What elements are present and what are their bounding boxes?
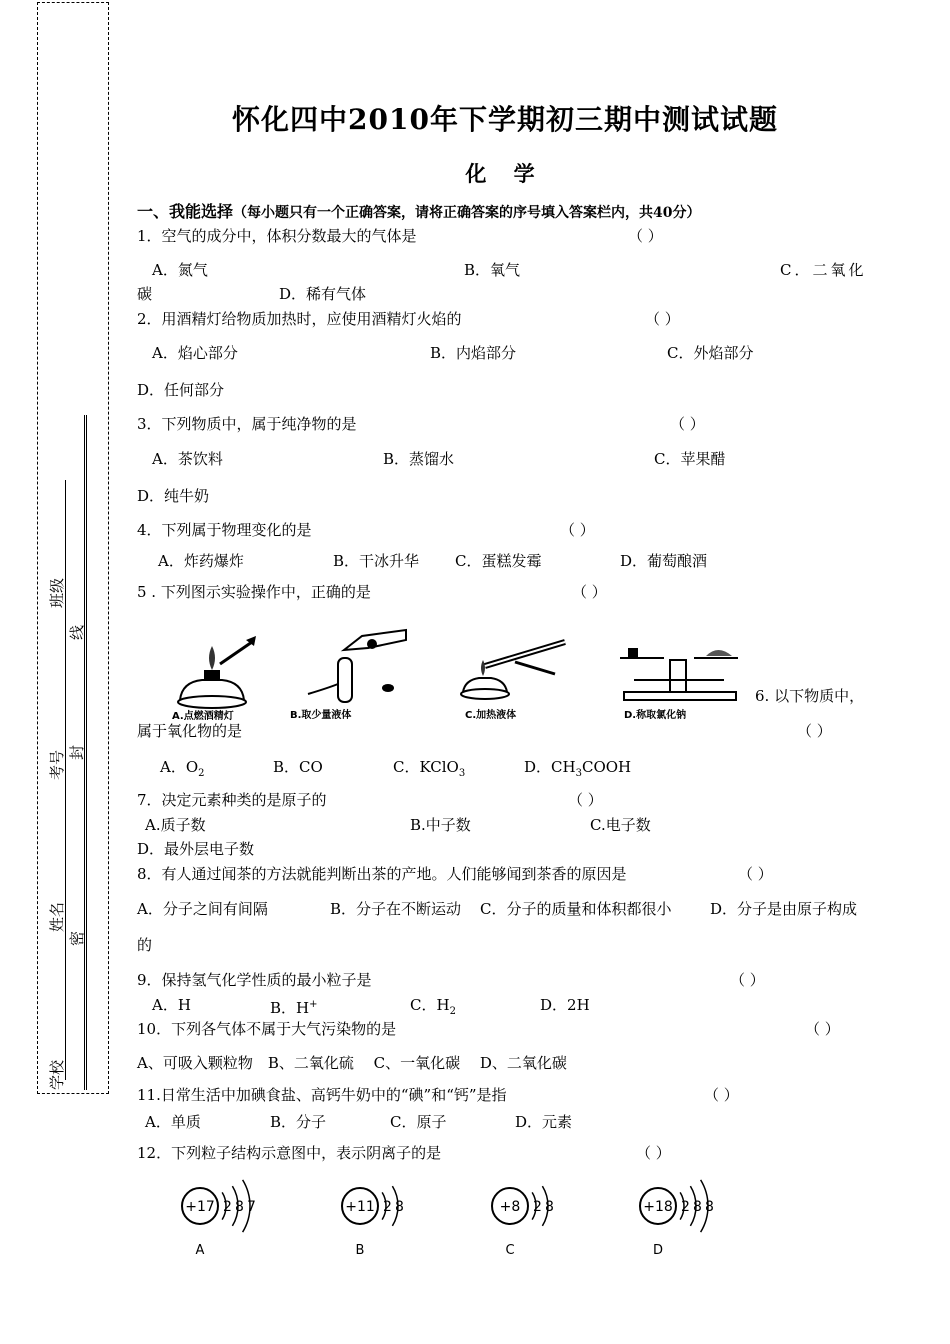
atom-shell-electrons: 8	[545, 1199, 554, 1215]
margin-feng-label: 封	[68, 744, 86, 760]
atom-shell-electrons: 7	[247, 1199, 256, 1215]
margin-exam-no-label: 考号	[48, 749, 66, 780]
q3-option-d: D．纯牛奶	[137, 487, 210, 505]
q11-option-d: D．元素	[515, 1113, 573, 1131]
q3-blank: （ ）	[670, 415, 705, 433]
q1-option-a: A．氮气	[152, 261, 208, 279]
q3-option-b: B．蒸馏水	[383, 450, 455, 468]
q12-stem: 12．下列粒子结构示意图中，表示阴离子的是	[137, 1144, 442, 1162]
q3-stem: 3．下列物质中，属于纯净物的是	[137, 415, 357, 433]
q9-stem: 9．保持氢气化学性质的最小粒子是	[137, 971, 372, 989]
q11-stem: 11.日常生活中加碘食盐、高钙牛奶中的“碘”和“钙”是指	[137, 1086, 507, 1104]
q1-option-b: B．氧气	[464, 261, 521, 279]
atom-label: D	[652, 1243, 664, 1258]
section-heading	[137, 202, 701, 223]
atom-diagram-d	[640, 1180, 714, 1258]
q5-caption-c: C.加热液体	[465, 710, 517, 721]
section-note: （每小题只有一个正确答案，请将正确答案的序号填入答案栏内，共40分）	[233, 205, 701, 221]
atom-shell-electrons: 2	[681, 1199, 690, 1215]
q3-option-a: A．茶饮料	[152, 450, 223, 468]
q9-blank: （ ）	[730, 971, 765, 989]
q1-stem: 1．空气的成分中，体积分数最大的气体是	[137, 227, 417, 245]
q11-option-b: B．分子	[270, 1113, 327, 1131]
q4-option-a: A．炸药爆炸	[158, 552, 244, 570]
atom-shell-electrons: 8	[693, 1199, 702, 1215]
q10-stem: 10．下列各气体不属于大气污染物的是	[137, 1020, 397, 1038]
q5-stem: 5 . 下列图示实验操作中，正确的是	[137, 583, 371, 601]
q5-figure-d-balance	[614, 636, 744, 722]
q11-option-c: C．原子	[390, 1113, 447, 1131]
atom-shell-electrons: 2	[383, 1199, 392, 1215]
atom-shell-electrons: 8	[235, 1199, 244, 1215]
q7-option-a: A.质子数	[145, 816, 206, 834]
q2-option-b: B．内焰部分	[430, 344, 517, 362]
q6-option-c: C．KClO$_3$	[393, 758, 466, 779]
section-title: 一、我能选择	[137, 202, 234, 221]
atom-nucleus-charge: +11	[345, 1199, 375, 1215]
q9-option-d: D．2H	[540, 996, 590, 1014]
q4-stem: 4．下列属于物理变化的是	[137, 521, 312, 539]
q5-caption-a: A.点燃酒精灯	[172, 711, 234, 722]
q1-option-c: C．二氧化	[780, 261, 867, 279]
atom-diagram-c	[492, 1186, 554, 1258]
atom-shell-electrons: 2	[223, 1199, 232, 1215]
atom-shell-electrons: 8	[395, 1199, 404, 1215]
margin-mi-label: 密	[68, 930, 86, 946]
q5-blank: （ ）	[572, 583, 607, 601]
q7-option-b: B.中子数	[410, 816, 471, 834]
q6-option-d: D．$CH_3COOH$	[524, 758, 632, 779]
atom-label: C	[505, 1243, 515, 1258]
margin-xian-label: 线	[68, 624, 86, 640]
atom-label: B	[355, 1243, 365, 1258]
q6-stem-cont: 属于氧化物的是	[137, 722, 243, 740]
q7-option-c: C.电子数	[590, 816, 651, 834]
atom-shell-electrons: 2	[533, 1199, 542, 1215]
q1-blank: （ ）	[628, 227, 663, 245]
atom-nucleus-charge: +17	[185, 1199, 215, 1215]
atom-nucleus-charge: +8	[499, 1199, 521, 1215]
atom-label: A	[195, 1243, 205, 1258]
margin-school-label: 学校	[48, 1059, 66, 1090]
q10-options: A、可吸入颗粒物 B、二氧化硫 C、一氧化碳 D、二氧化碳	[137, 1054, 567, 1072]
q1-option-d: D．稀有气体	[279, 285, 367, 303]
atom-shell-electrons: 8	[705, 1199, 714, 1215]
q5-figure-c-heat-liquid	[455, 632, 575, 722]
q12-blank: （ ）	[636, 1144, 671, 1162]
atom-diagram-b	[342, 1186, 404, 1258]
q11-option-a: A．单质	[145, 1113, 201, 1131]
q8-option-a: A．分子之间有间隔	[137, 900, 268, 918]
q8-blank: （ ）	[738, 865, 773, 883]
q7-stem: 7．决定元素种类的是原子的	[137, 791, 327, 809]
atom-diagram-a	[182, 1180, 256, 1258]
q6-blank: （ ）	[797, 722, 832, 740]
q8-option-d-cont: 的	[137, 936, 153, 954]
q9-option-c: C．$H_2$	[410, 996, 456, 1017]
q6-option-b: B．CO	[273, 758, 323, 776]
q8-stem: 8．有人通过闻茶的方法就能判断出茶的产地。人们能够闻到茶香的原因是	[137, 865, 627, 883]
q9-option-a: A．H	[152, 996, 191, 1014]
q2-option-d: D．任何部分	[137, 381, 225, 399]
q12-atom-diagrams	[160, 1172, 760, 1260]
q4-option-b: B．干冰升华	[333, 552, 420, 570]
page-title: 怀化四中2010年下学期初三期中测试试题	[232, 103, 778, 136]
q4-blank: （ ）	[560, 521, 595, 539]
margin-underline-left	[65, 480, 66, 1080]
q8-option-b: B．分子在不断运动	[330, 900, 462, 918]
page-subtitle: 化 学	[465, 162, 545, 186]
q5-caption-b: B.取少量液体	[290, 710, 352, 721]
q10-blank: （ ）	[805, 1020, 840, 1038]
q2-blank: （ ）	[645, 310, 680, 328]
margin-class-label: 班级	[48, 577, 66, 608]
q9-option-b: B．H+	[270, 999, 318, 1017]
q5-figure-a-alcohol-lamp	[170, 630, 270, 722]
margin-name-label: 姓名	[48, 901, 66, 932]
q11-blank: （ ）	[704, 1086, 739, 1104]
q2-option-a: A．焰心部分	[152, 344, 238, 362]
q2-stem: 2．用酒精灯给物质加热时，应使用酒精灯火焰的	[137, 310, 462, 328]
q5-figure-b-take-liquid	[288, 628, 408, 722]
q5-caption-d: D.称取氯化钠	[624, 710, 687, 721]
q4-option-d: D．葡萄酿酒	[620, 552, 708, 570]
q1-option-c-cont: 碳	[137, 285, 153, 303]
q2-option-c: C．外焰部分	[667, 344, 754, 362]
q7-option-d: D．最外层电子数	[137, 840, 255, 858]
q7-blank: （ ）	[568, 791, 603, 809]
q4-option-c: C．蛋糕发霉	[455, 552, 542, 570]
q8-option-d: D．分子是由原子构成	[710, 900, 858, 918]
q6-stem: 6. 以下物质中，	[755, 687, 865, 705]
atom-nucleus-charge: +18	[643, 1199, 673, 1215]
q8-option-c: C．分子的质量和体积都很小	[480, 900, 672, 918]
q6-option-a: A．$O_2$	[160, 758, 205, 779]
q3-option-c: C．苹果醋	[654, 450, 726, 468]
